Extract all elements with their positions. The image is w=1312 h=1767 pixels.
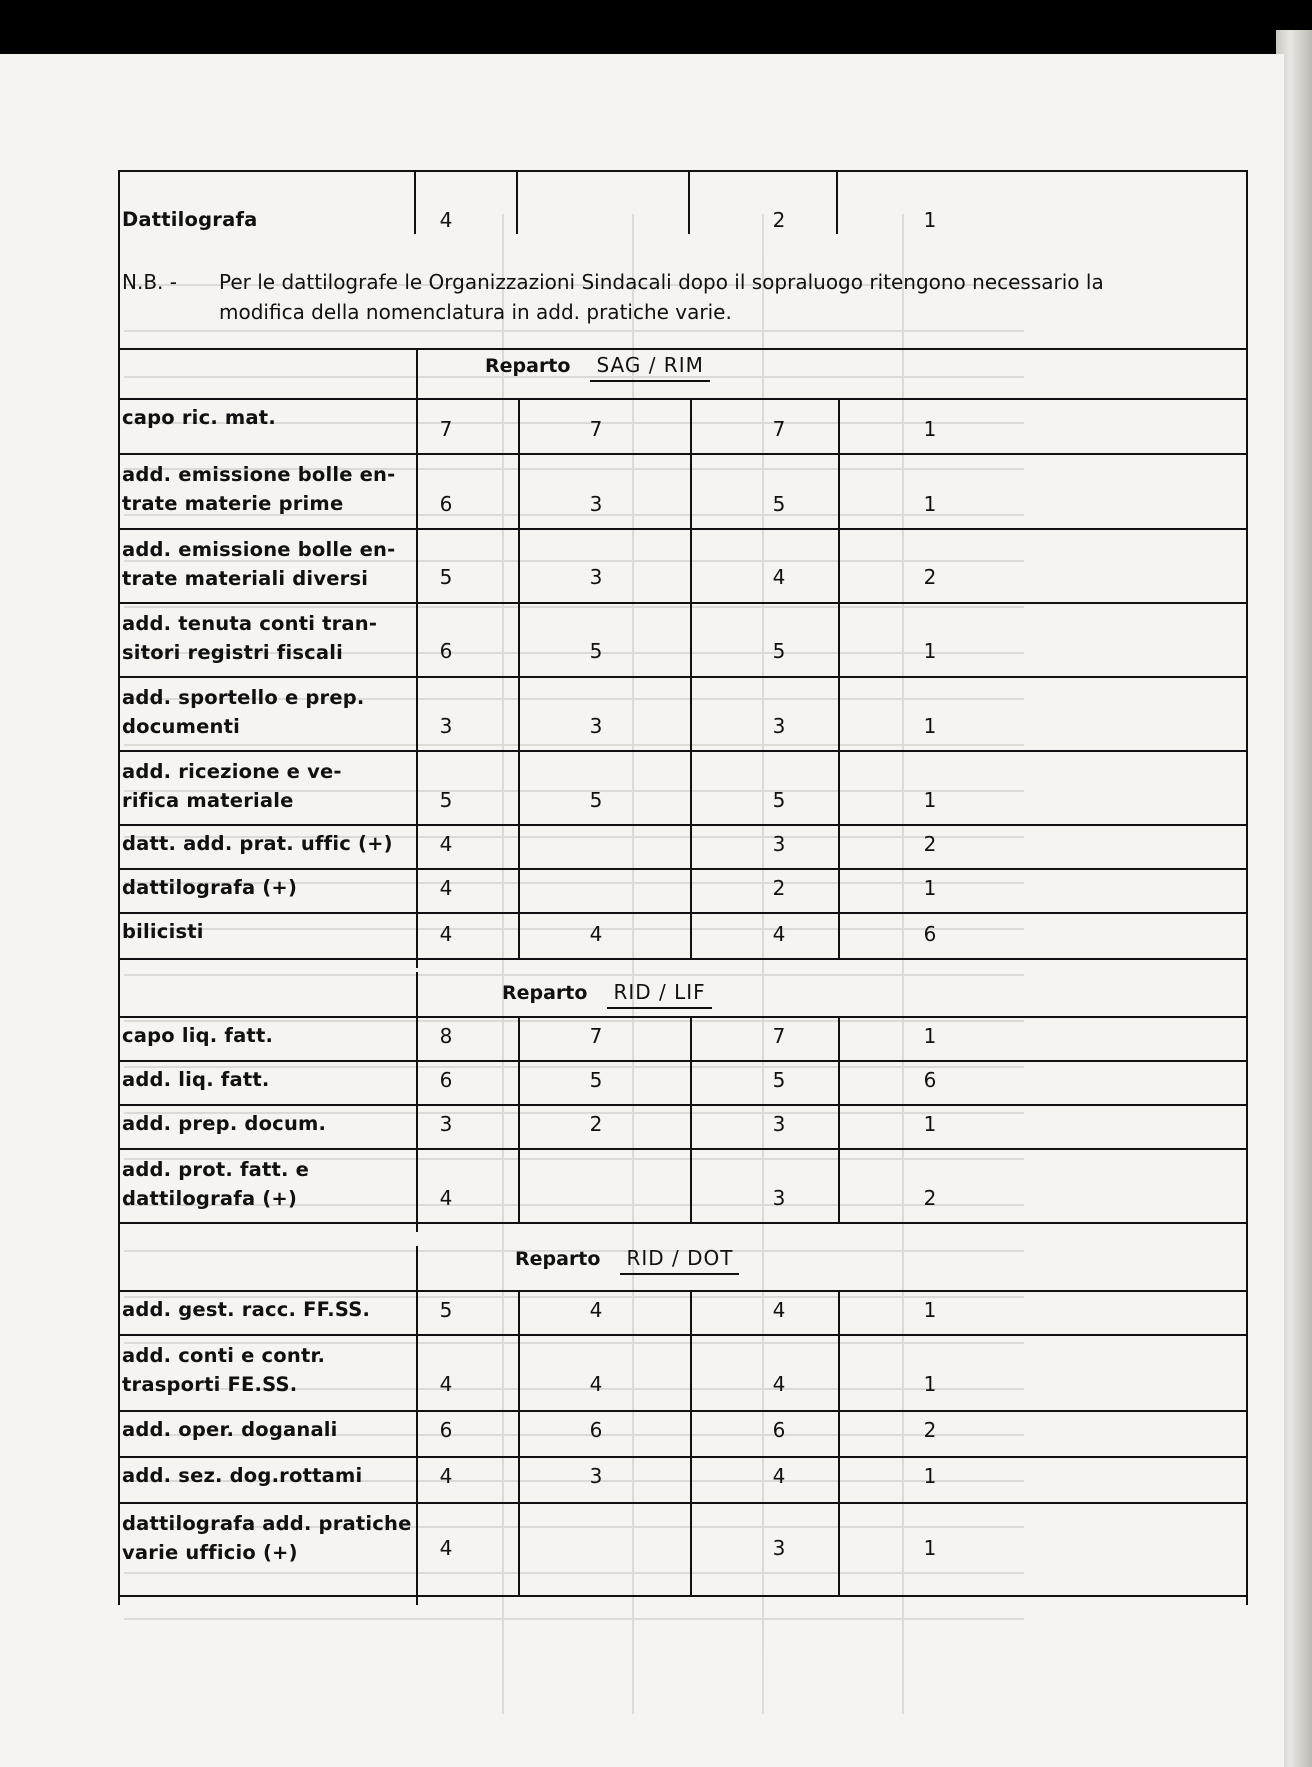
row-rule <box>118 1456 1246 1458</box>
row-rule <box>118 824 1246 826</box>
row-label: sitori registri fiscali <box>122 641 344 664</box>
ghost-divider <box>902 214 904 1714</box>
grade-value: 4 <box>772 1372 786 1396</box>
department-code: RID / DOT <box>620 1246 739 1275</box>
row-rule <box>118 676 1246 678</box>
grade-value: 7 <box>439 417 453 441</box>
grade-value: 7 <box>589 1024 603 1048</box>
grade-value: 5 <box>772 639 786 663</box>
grade-value: 3 <box>589 492 603 516</box>
table-right-border <box>1246 170 1248 1605</box>
grade-value: 1 <box>923 1372 937 1396</box>
column-divider <box>690 1016 692 1222</box>
grade-value: 5 <box>589 1068 603 1092</box>
row-label: add. ricezione e ve- <box>122 760 342 783</box>
grade-value: 1 <box>923 714 937 738</box>
ghost-rule <box>124 1572 1024 1574</box>
row-rule <box>118 868 1246 870</box>
row-rule <box>118 912 1246 914</box>
row-label: Dattilografa <box>122 208 258 231</box>
row-label: trate materiali diversi <box>122 567 369 590</box>
grade-value: 1 <box>923 208 937 232</box>
grade-value: 6 <box>439 1068 453 1092</box>
grade-value: 4 <box>589 922 603 946</box>
grade-value: 4 <box>439 832 453 856</box>
grade-value: 4 <box>589 1372 603 1396</box>
row-label: add. emissione bolle en- <box>122 538 396 561</box>
grade-value: 7 <box>589 417 603 441</box>
ghost-rule <box>124 974 1024 976</box>
row-rule <box>118 750 1246 752</box>
grade-value: 4 <box>439 208 453 232</box>
row-label: capo liq. fatt. <box>122 1024 274 1047</box>
row-label: add. gest. racc. FF.SS. <box>122 1298 371 1321</box>
column-divider <box>838 398 840 958</box>
section-header-rule <box>118 398 1246 400</box>
row-rule <box>118 1410 1246 1412</box>
row-rule <box>118 528 1246 530</box>
ghost-divider <box>632 214 634 1714</box>
row-label: add. sez. dog.rottami <box>122 1464 363 1487</box>
reparto-label: Reparto <box>502 982 588 1004</box>
row-label: documenti <box>122 715 241 738</box>
grade-value: 4 <box>439 1372 453 1396</box>
grade-value: 2 <box>923 1186 937 1210</box>
row-rule <box>118 602 1246 604</box>
grade-value: 2 <box>923 832 937 856</box>
grade-value: 4 <box>772 922 786 946</box>
grade-value: 3 <box>772 1186 786 1210</box>
grade-value: 4 <box>439 1536 453 1560</box>
row-rule <box>118 1104 1246 1106</box>
row-rule <box>118 1148 1246 1150</box>
grade-value: 3 <box>772 1112 786 1136</box>
row-label: add. prot. fatt. e <box>122 1158 310 1181</box>
column-divider <box>416 348 418 968</box>
row-rule <box>118 1502 1246 1504</box>
section-header <box>515 1246 739 1275</box>
section-header <box>502 980 712 1009</box>
grade-value: 4 <box>439 1186 453 1210</box>
table-bottom-rule <box>118 1595 1246 1597</box>
grade-value: 2 <box>772 876 786 900</box>
table-left-border <box>118 170 120 1605</box>
grade-value: 4 <box>439 922 453 946</box>
grade-value: 6 <box>439 639 453 663</box>
grade-value: 2 <box>589 1112 603 1136</box>
row-label: add. sportello e prep. <box>122 686 365 709</box>
ghost-divider <box>502 214 504 1714</box>
row-rule <box>118 1060 1246 1062</box>
grade-value: 4 <box>439 1464 453 1488</box>
grade-value: 2 <box>772 208 786 232</box>
grade-value: 6 <box>923 922 937 946</box>
ghost-rule <box>124 1618 1024 1620</box>
row-label: add. liq. fatt. <box>122 1068 270 1091</box>
row-label: add. conti e contr. <box>122 1344 326 1367</box>
row-label: datt. add. prat. uffic (+) <box>122 832 393 855</box>
row-label: dattilografa add. pratiche <box>122 1512 412 1535</box>
grade-value: 5 <box>772 492 786 516</box>
column-divider <box>518 398 520 958</box>
grade-value: 1 <box>923 1024 937 1048</box>
grade-value: 3 <box>439 714 453 738</box>
note-prefix: N.B. - <box>122 270 177 294</box>
grade-value: 2 <box>923 565 937 589</box>
ghost-rule <box>124 744 1024 746</box>
grade-value: 3 <box>589 1464 603 1488</box>
grade-value: 4 <box>772 565 786 589</box>
column-divider <box>518 1016 520 1222</box>
grade-value: 1 <box>923 1464 937 1488</box>
grade-value: 5 <box>589 639 603 663</box>
row-label: trate materie prime <box>122 492 344 515</box>
row-rule <box>118 1222 1246 1224</box>
grade-value: 1 <box>923 1112 937 1136</box>
grade-value: 1 <box>923 788 937 812</box>
section-header <box>485 353 710 382</box>
grade-value: 1 <box>923 1536 937 1560</box>
grade-value: 4 <box>439 876 453 900</box>
column-divider <box>838 1016 840 1222</box>
row-label: bilicisti <box>122 920 204 943</box>
grade-value: 5 <box>589 788 603 812</box>
section-header-rule <box>118 1290 1246 1292</box>
row-label: add. oper. doganali <box>122 1418 338 1441</box>
row-label: add. tenuta conti tran- <box>122 612 378 635</box>
column-divider <box>688 170 690 234</box>
grade-value: 6 <box>439 1418 453 1442</box>
column-divider <box>414 170 416 234</box>
row-rule <box>118 453 1246 455</box>
grade-value: 1 <box>923 639 937 663</box>
grade-value: 3 <box>439 1112 453 1136</box>
grade-value: 3 <box>772 714 786 738</box>
ghost-rule <box>124 928 1024 930</box>
ghost-rule <box>124 606 1024 608</box>
row-rule <box>118 958 1246 960</box>
grade-value: 4 <box>772 1298 786 1322</box>
document-page <box>0 54 1284 1767</box>
section-header-rule <box>118 1016 1246 1018</box>
grade-value: 3 <box>772 1536 786 1560</box>
grade-value: 6 <box>772 1418 786 1442</box>
grade-value: 4 <box>772 1464 786 1488</box>
grade-value: 5 <box>772 788 786 812</box>
note-bottom-rule <box>118 348 1246 350</box>
grade-value: 5 <box>439 788 453 812</box>
column-divider <box>416 972 418 1232</box>
row-label: dattilografa (+) <box>122 876 298 899</box>
grade-value: 2 <box>923 1418 937 1442</box>
grade-value: 6 <box>589 1418 603 1442</box>
grade-value: 8 <box>439 1024 453 1048</box>
grade-value: 3 <box>772 832 786 856</box>
grade-value: 1 <box>923 876 937 900</box>
grade-value: 7 <box>772 1024 786 1048</box>
row-label: capo ric. mat. <box>122 406 276 429</box>
ghost-rule <box>124 330 1024 332</box>
row-label: add. emissione bolle en- <box>122 463 396 486</box>
grade-value: 1 <box>923 1298 937 1322</box>
row-label: varie ufficio (+) <box>122 1541 298 1564</box>
grade-value: 5 <box>439 1298 453 1322</box>
grade-value: 4 <box>589 1298 603 1322</box>
department-code: RID / LIF <box>607 980 711 1009</box>
department-code: SAG / RIM <box>590 353 709 382</box>
grade-value: 6 <box>923 1068 937 1092</box>
grade-value: 5 <box>772 1068 786 1092</box>
column-divider <box>416 1246 418 1605</box>
grade-value: 7 <box>772 417 786 441</box>
row-label: dattilografa (+) <box>122 1187 298 1210</box>
grade-value: 6 <box>439 492 453 516</box>
grade-value: 1 <box>923 492 937 516</box>
row-label: add. prep. docum. <box>122 1112 327 1135</box>
row-rule <box>118 1334 1246 1336</box>
column-divider <box>836 170 838 234</box>
row-label: trasporti FE.SS. <box>122 1373 298 1396</box>
column-divider <box>690 398 692 958</box>
table-top-rule <box>118 170 1246 172</box>
column-divider <box>516 170 518 234</box>
grade-value: 3 <box>589 714 603 738</box>
note-line: modifica della nomenclatura in add. pratiche varie. <box>219 300 732 324</box>
grade-value: 1 <box>923 417 937 441</box>
reparto-label: Reparto <box>515 1248 601 1270</box>
grade-value: 5 <box>439 565 453 589</box>
reparto-label: Reparto <box>485 355 571 377</box>
note-line: Per le dattilografe le Organizzazioni Sindacali dopo il sopraluogo ritengono necessario la <box>219 270 1104 294</box>
row-label: rifica materiale <box>122 789 294 812</box>
grade-value: 3 <box>589 565 603 589</box>
